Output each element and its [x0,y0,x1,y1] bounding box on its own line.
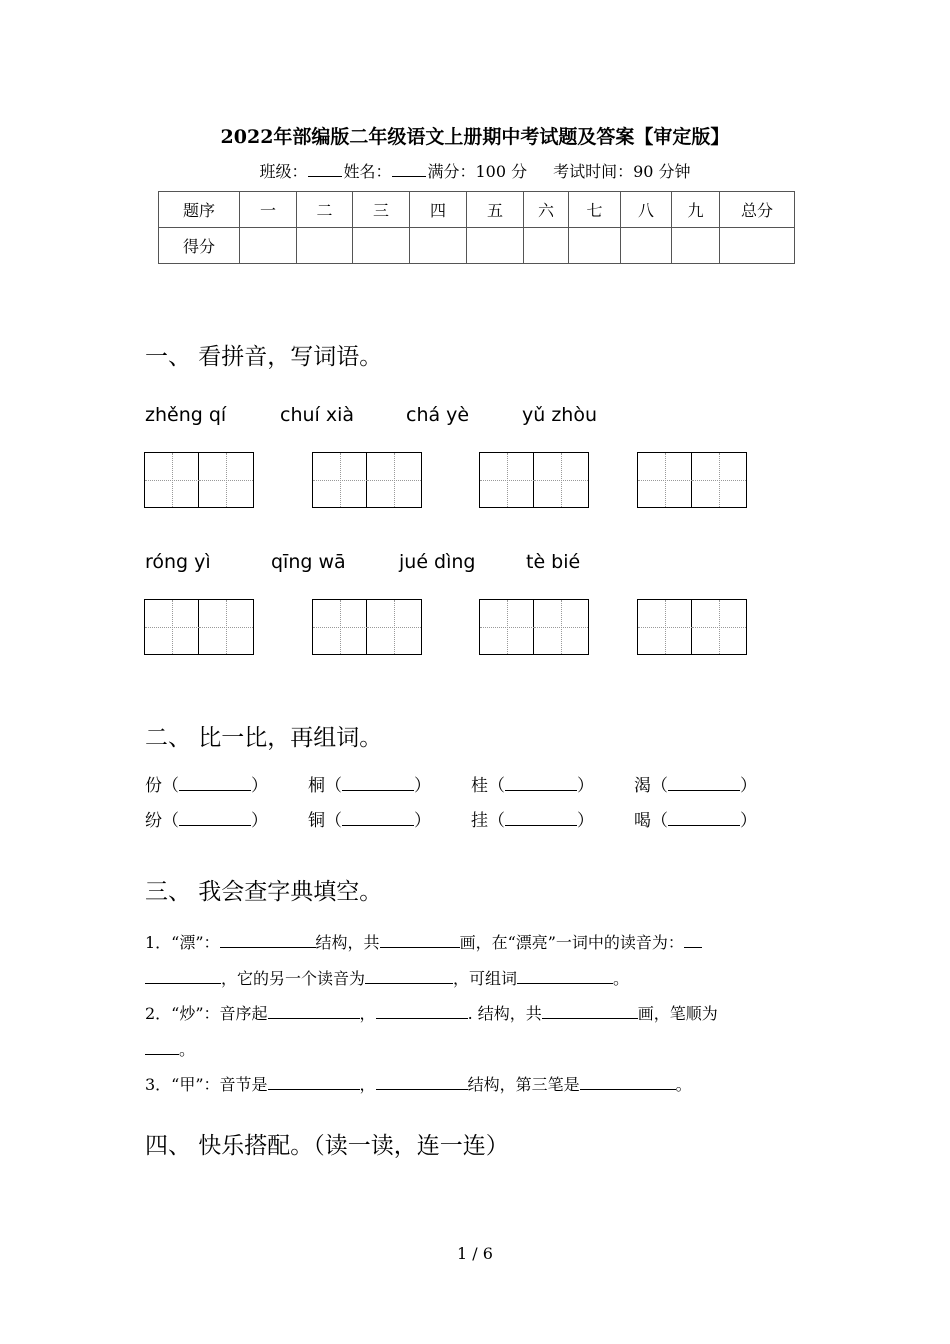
score-input-cell[interactable] [672,228,720,264]
pinyin-label: tè bié [526,551,581,573]
answer-blank[interactable] [268,1075,360,1090]
writing-grid[interactable] [637,599,747,655]
pinyin-label: qīng wā [271,551,346,573]
question-2: 2．“炒”：音序起 ， . 结构，共 画，笔顺为 [145,1004,718,1023]
name-label: 姓名： [343,162,392,181]
question-1-cont: ，它的另一个读音为 ，可组词 。 [145,966,629,989]
writing-grid[interactable] [479,452,589,508]
name-blank[interactable] [392,162,426,177]
writing-grid[interactable] [479,599,589,655]
table-cell: 一 [240,192,297,228]
compare-item: 纷（ ） [145,811,268,831]
answer-blank[interactable] [684,933,702,948]
writing-grid[interactable] [637,452,747,508]
answer-blank[interactable] [668,811,740,826]
compare-item: 挂（ ） [471,811,594,831]
answer-blank[interactable] [668,776,740,791]
score-input-cell[interactable] [410,228,467,264]
writing-grid[interactable] [312,599,422,655]
compare-item: 桂（ ） [471,776,594,796]
question-3: 3．“甲”：音节是 ， 结构，第三笔是 。 [145,1075,692,1094]
section-3-heading: 三、 我会查字典填空。 [145,879,383,905]
compare-item: 渴（ ） [634,776,757,796]
writing-grid[interactable] [312,452,422,508]
answer-blank[interactable] [517,969,613,984]
answer-blank[interactable] [505,776,577,791]
pinyin-label: jué dìng [399,551,476,573]
answer-blank[interactable] [268,1004,360,1019]
table-cell: 三 [353,192,410,228]
answer-blank[interactable] [376,1075,468,1090]
score-input-cell[interactable] [569,228,621,264]
compare-item: 桐（ ） [308,776,431,796]
compare-item: 喝（ ） [634,811,757,831]
pinyin-label: zhěng qí [145,404,227,426]
question-1: 1．“漂”： 结构，共 画，在“漂亮”一词中的读音为： [145,930,702,953]
answer-blank[interactable] [580,1075,676,1090]
compare-item: 份（ ） [145,776,268,796]
exam-info [0,159,950,182]
answer-blank[interactable] [145,1040,179,1055]
writing-grid[interactable] [144,452,254,508]
answer-blank[interactable] [376,1004,468,1019]
score-input-cell[interactable] [353,228,410,264]
pinyin-label: chá yè [406,404,470,426]
score-input-cell[interactable] [467,228,524,264]
compare-item: 铜（ ） [308,811,431,831]
page-title: 2022年部编版二年级语文上册期中考试题及答案【审定版】 [220,126,730,148]
table-cell: 总分 [720,192,795,228]
answer-blank[interactable] [179,776,251,791]
table-cell: 二 [297,192,353,228]
class-blank[interactable] [308,162,342,177]
answer-blank[interactable] [220,933,316,948]
answer-blank[interactable] [542,1004,638,1019]
table-cell: 四 [410,192,467,228]
score-input-cell[interactable] [297,228,353,264]
exam-time: 考试时间：90 分钟 [553,162,691,181]
section-4-heading: 四、 快乐搭配。（读一读，连一连） [145,1133,509,1159]
answer-blank[interactable] [342,776,414,791]
pinyin-label: róng yì [145,551,211,573]
table-cell: 八 [621,192,672,228]
table-cell: 七 [569,192,621,228]
table-cell: 九 [672,192,720,228]
answer-blank[interactable] [365,969,453,984]
answer-blank[interactable] [505,811,577,826]
class-label: 班级： [259,162,308,181]
page-number: 1 / 6 [457,1244,493,1263]
score-input-cell[interactable] [621,228,672,264]
full-score: 满分：100 分 [427,162,528,181]
pinyin-label: yǔ zhòu [522,404,598,426]
score-input-cell[interactable] [524,228,569,264]
table-cell: 五 [467,192,524,228]
table-cell: 得分 [159,228,240,264]
answer-blank[interactable] [342,811,414,826]
score-input-cell[interactable] [720,228,795,264]
table-cell: 题序 [159,192,240,228]
writing-grid[interactable] [144,599,254,655]
score-table [158,191,795,264]
score-input-cell[interactable] [240,228,297,264]
question-2-cont: 。 [145,1037,195,1060]
table-cell: 六 [524,192,569,228]
answer-blank[interactable] [179,811,251,826]
score-table-header-row [159,192,795,228]
section-1-heading: 一、 看拼音，写词语。 [145,344,383,370]
answer-blank[interactable] [380,933,460,948]
pinyin-label: chuí xià [280,404,355,426]
score-table-score-row [159,228,795,264]
answer-blank[interactable] [145,969,221,984]
section-2-heading: 二、 比一比，再组词。 [145,725,383,751]
